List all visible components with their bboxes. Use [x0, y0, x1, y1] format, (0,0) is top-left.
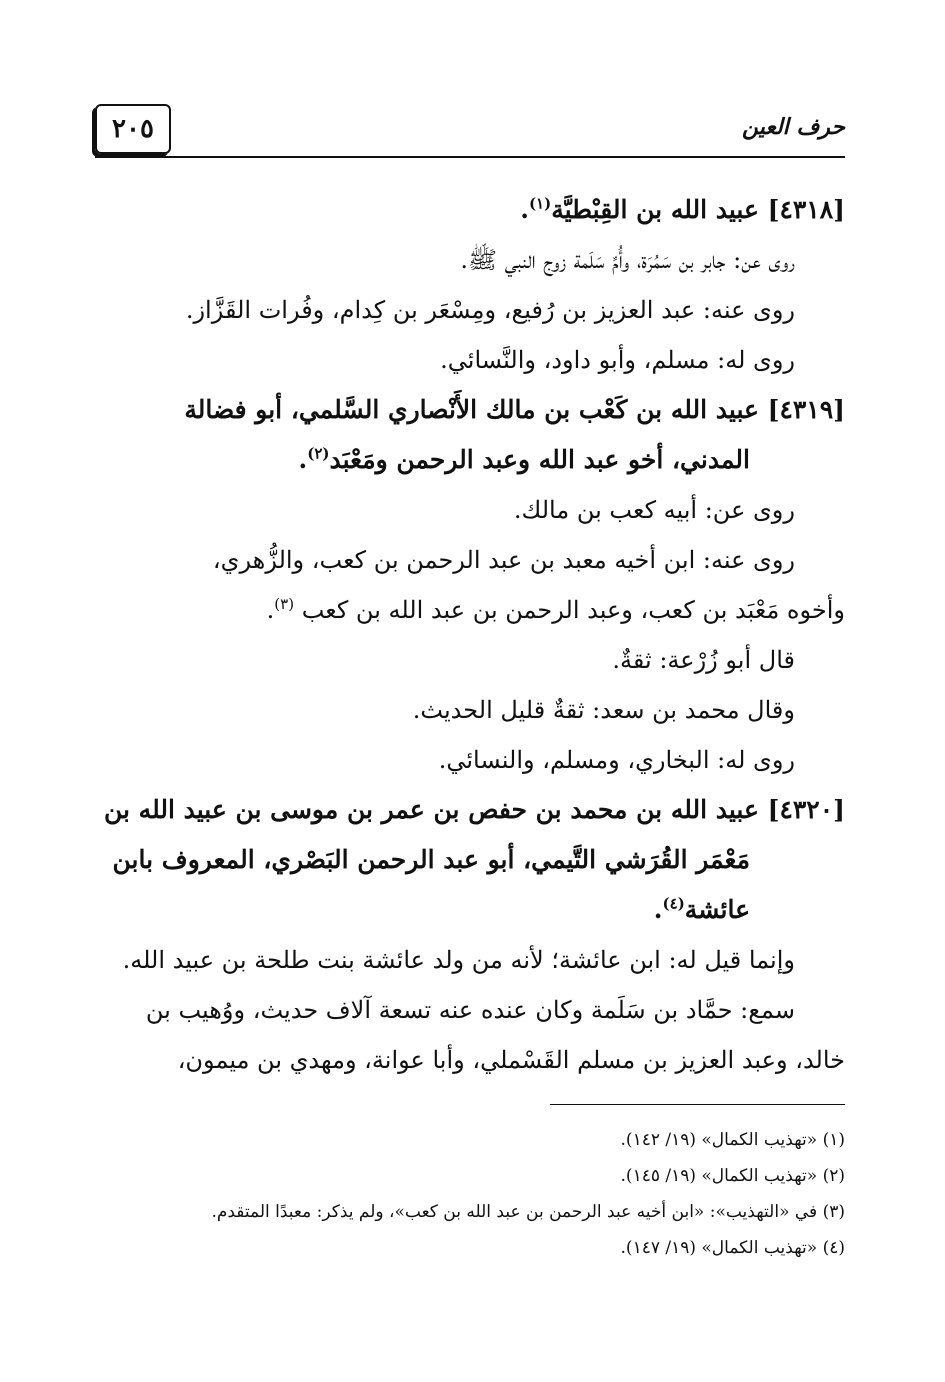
narration-line: خالد، وعبد العزيز بن مسلم القَسْملي، وأبا عوانة، ومهدي بن ميمون،	[177, 1046, 845, 1074]
footnote-ref[interactable]: (٣)	[274, 595, 295, 613]
footnote-ref[interactable]: (١)	[528, 194, 552, 213]
narration-line: روى له: البخاري، ومسلم، والنسائي.	[438, 746, 795, 774]
narration-line: قال أبو زُرْعة: ثقةٌ.	[612, 646, 795, 674]
running-title: حرف العين	[741, 114, 845, 140]
entry-4318	[100, 185, 845, 385]
footnote-item: (٢) «تهذيب الكمال» (١٩/ ١٤٥).	[620, 1166, 845, 1186]
footnote-ref[interactable]: (٤)	[662, 894, 685, 913]
narration-line: روى له: مسلم، وأبو داود، والنَّسائي.	[440, 346, 795, 374]
footnote-separator	[550, 1104, 845, 1105]
footnote-item: (١) «تهذيب الكمال» (١٩/ ١٤٢).	[620, 1130, 845, 1150]
page-header	[95, 100, 845, 158]
footnote-item: (٤) «تهذيب الكمال» (١٩/ ١٤٧).	[620, 1238, 845, 1258]
entry-4320	[100, 785, 845, 1085]
narration-line: وإنما قيل له: ابن عائشة؛ لأنه من ولد عائشة بنت طلحة بن عبيد الله.	[122, 946, 795, 974]
entry-title: [٤٣١٩] عبيد الله بن كَعْب بن مالك الأَنْصاري السَّلمي، أبو فضالة المدني، أخو عبد الله وعبد الرحمن ومَعْبَد$^{(٢)}$.	[184, 395, 845, 474]
footnote-ref[interactable]: (٢)	[307, 444, 330, 463]
narration-line: روى عن: جابر بن سَمُرَة، وأُمِّ سَلَمة زوج النبي ﷺ.	[460, 246, 795, 274]
header-rule	[95, 156, 845, 158]
entry-title: [٤٣٢٠] عبيد الله بن محمد بن حفص بن عمر بن موسى بن عبيد الله بن مَعْمَر القُرَشي التَّيمي، أبو عبد الرحمن البَصْري، المعروف بابن عائشة$^{(٤)}$.	[103, 795, 845, 924]
entry-4319	[100, 385, 845, 785]
footnotes	[100, 1122, 845, 1266]
narration-line: روى عن: أبيه كعب بن مالك.	[513, 496, 795, 524]
narration-line: سمع: حمَّاد بن سَلَمة وكان عنده عنه تسعة آلاف حديث، ووُهيب بن	[145, 996, 795, 1024]
narration-line: روى عنه: عبد العزيز بن رُفيع، ومِسْعَر بن كِدام، وفُرات القَزَّاز.	[185, 296, 795, 324]
narration-line: روى عنه: ابن أخيه معبد بن عبد الرحمن بن كعب، والزُّهري،	[212, 546, 795, 574]
narration-line: وأخوه مَعْبَد بن كعب، وعبد الرحمن بن عبد الله بن كعب $^{(٣)}$.	[266, 595, 845, 624]
main-text	[100, 185, 845, 1085]
footnote-item: (٣) في «التهذيب»: «ابن أخيه عبد الرحمن بن عبد الله بن كعب»، ولم يذكر: معبدًا المتقدم.	[211, 1202, 845, 1222]
page-number: ٢٠٥	[95, 104, 171, 154]
narration-line: وقال محمد بن سعد: ثقةٌ قليل الحديث.	[412, 696, 795, 724]
entry-title: [٤٣١٨] عبيد الله بن القِبْطيَّة$^{(١)}$.	[520, 194, 845, 224]
